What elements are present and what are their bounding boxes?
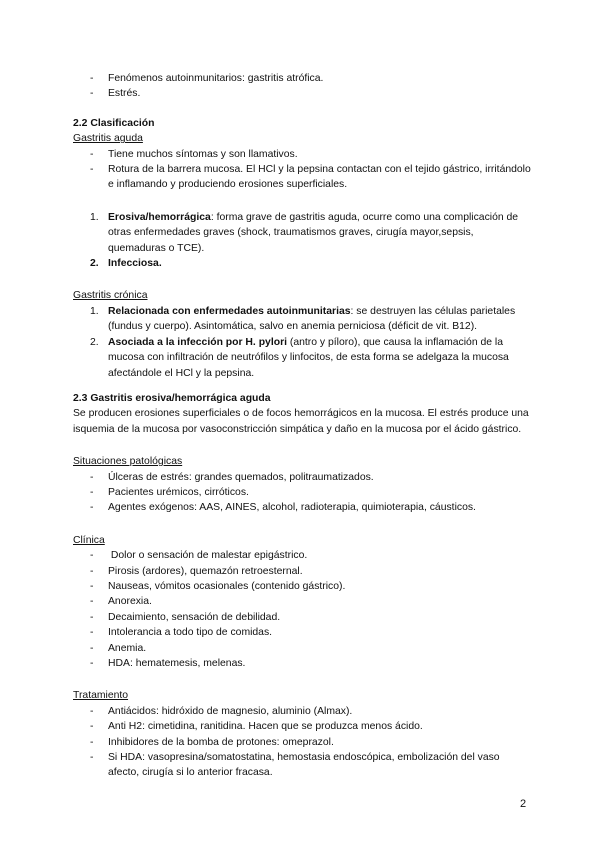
list-item: - Anorexia. xyxy=(73,594,533,609)
numbered-item xyxy=(73,335,533,381)
list-item: - Intolerancia a todo tipo de comidas. xyxy=(73,625,533,640)
list-item: - Antiácidos: hidróxido de magnesio, aluminio (Almax). xyxy=(73,704,533,719)
item-bold: Erosiva/hemorrágica xyxy=(108,211,211,223)
page-content xyxy=(73,71,533,781)
list-item: - Si HDA: vasopresina/somatostatina, hemostasia endoscópica, embolización del vaso afecto, cirugía si lo anterior fracasa. xyxy=(73,750,533,781)
list-item: - Estrés. xyxy=(73,86,533,101)
list-item: - Úlceras de estrés: grandes quemados, politraumatizados. xyxy=(73,470,533,485)
situaciones-list xyxy=(73,470,533,516)
item-text: : se destruyen las células parietales (fundus y cuerpo). Asintomática, salvo en anemia perniciosa (déficit de vit. B12). xyxy=(108,305,516,333)
numbered-item xyxy=(73,304,533,335)
list-item: - Tiene muchos síntomas y son llamativos. xyxy=(73,147,533,162)
list-item: - Rotura de la barrera mucosa. El HCl y la pepsina contactan con el tejido gástrico, irritándolo e inflamando y produciendo erosiones superficiales. xyxy=(73,162,533,193)
item-number: 2. xyxy=(90,336,99,348)
list-item: - Agentes exógenos: AAS, AINES, alcohol, radioterapia, quimioterapia, cáusticos. xyxy=(73,500,533,515)
subheading-gastritis-cronica: Gastritis crónica xyxy=(73,290,148,302)
subheading-tratamiento: Tratamiento xyxy=(73,690,129,702)
list-item: - Pirosis (ardores), quemazón retroesternal. xyxy=(73,564,533,579)
list-item: - Nauseas, vómitos ocasionales (contenido gástrico). xyxy=(73,579,533,594)
list-item: - Anemia. xyxy=(73,641,533,656)
list-item: - HDA: hematemesis, melenas. xyxy=(73,656,533,671)
subheading-situaciones: Situaciones patológicas xyxy=(73,456,183,468)
section-paragraph: Se producen erosiones superficiales o de focos hemorrágicos en la mucosa. El estrés produce una isquemia de la mucosa por vasoconstricción simpática y daño en la mucosa por el ácido gástrico. xyxy=(73,408,529,435)
numbered-item xyxy=(73,210,533,256)
aguda-numbered xyxy=(73,210,533,272)
item-text: (antro y píloro), que causa la inflamación de la mucosa con infiltración de neutrófilos y linfocitos, de esta forma se adelgaza la mucosa afectándole el HCl y la pepsina. xyxy=(108,336,509,379)
list-item: - Dolor o sensación de malestar epigástrico. xyxy=(73,548,533,563)
cronica-numbered xyxy=(73,304,533,381)
aguda-bullets xyxy=(73,147,533,193)
item-number: 1. xyxy=(90,305,99,317)
page-number: 2 xyxy=(520,798,527,810)
list-item: - Inhibidores de la bomba de protones: omeprazol. xyxy=(73,735,533,750)
section-heading-2-2: 2.2 Clasificación xyxy=(73,117,155,129)
top-list xyxy=(73,71,533,102)
list-item: - Anti H2: cimetidina, ranitidina. Hacen que se produzca menos ácido. xyxy=(73,719,533,734)
clinica-list xyxy=(73,548,533,671)
item-number: 1. xyxy=(90,211,99,223)
tratamiento-list xyxy=(73,704,533,781)
list-item: - Fenómenos autoinmunitarios: gastritis atrófica. xyxy=(73,71,533,86)
subheading-clinica: Clínica xyxy=(73,534,105,546)
item-number: 2. xyxy=(90,258,99,270)
list-item: - Pacientes urémicos, cirróticos. xyxy=(73,485,533,500)
item-bold: Asociada a la infección por H. pylori xyxy=(108,336,287,348)
numbered-item xyxy=(73,256,533,271)
item-bold: Infecciosa. xyxy=(108,258,162,270)
item-text: : forma grave de gastritis aguda, ocurre como una complicación de otras enfermedades graves (shock, traumatismos graves, cirugía mayor,sepsis, quemaduras o TCE). xyxy=(108,211,519,254)
section-heading-2-3: 2.3 Gastritis erosiva/hemorrágica aguda xyxy=(73,392,271,404)
list-item: - Decaimiento, sensación de debilidad. xyxy=(73,610,533,625)
subheading-gastritis-aguda: Gastritis aguda xyxy=(73,133,143,145)
item-bold: Relacionada con enfermedades autoinmunitarias xyxy=(108,305,351,317)
